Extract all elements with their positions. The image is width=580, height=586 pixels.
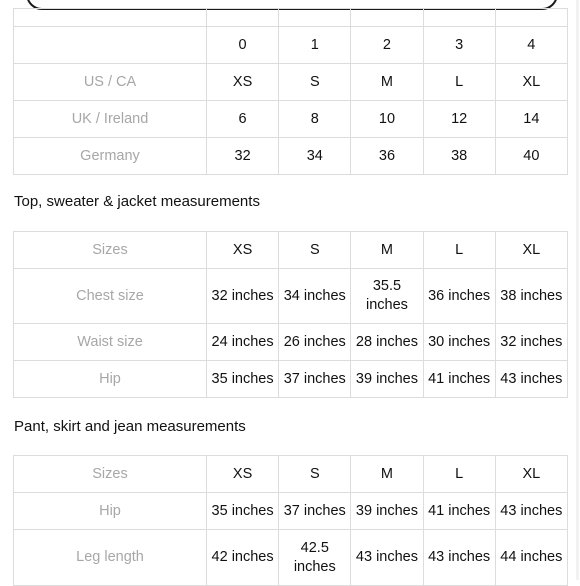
row-label: Hip [14,361,207,398]
header-cell: M [351,456,423,493]
table-cell: 10 [351,101,423,138]
table-cell: 14 [495,101,567,138]
top-measurements-heading: Top, sweater & jacket measurements [14,193,260,210]
row-label: Hip [14,493,207,530]
table-cell: 28 inches [351,324,423,361]
header-cell: XS [207,232,279,269]
table-cell: XS [207,64,279,101]
table-cell: 32 inches [207,269,279,324]
header-cell: L [423,456,495,493]
table-cell: 36 inches [423,269,495,324]
top-measurements-table [13,231,568,398]
header-cell: 2 [351,27,423,64]
pant-measurements-heading: Pant, skirt and jean measurements [14,418,246,435]
table-row [14,138,568,175]
header-cell: L [423,232,495,269]
header-cell: 0 [207,27,279,64]
table-cell: S [279,64,351,101]
table-cell: 44 inches [495,530,567,586]
row-label: Waist size [14,324,207,361]
table-cell: XL [495,64,567,101]
table-row [14,101,568,138]
header-cell: XS [207,456,279,493]
table-cell: 43 inches [351,530,423,586]
header-cell: Sizes [14,456,207,493]
table-header-row [14,27,568,64]
size-conversion-table [13,8,568,175]
table-cell: 36 [351,138,423,175]
table-header-row [14,456,568,493]
table-cell: 34 [279,138,351,175]
header-cell: XL [495,232,567,269]
header-cell: M [351,232,423,269]
table-row [14,269,568,324]
table-cell: 35 inches [207,361,279,398]
header-cell: S [279,232,351,269]
header-cell: XL [495,456,567,493]
table-cell: 41 inches [423,493,495,530]
table-cell: 12 [423,101,495,138]
row-label: UK / Ireland [14,101,207,138]
header-cell: S [279,456,351,493]
header-cell: Sizes [14,232,207,269]
row-label: US / CA [14,64,207,101]
table-row [14,361,568,398]
table-cell: L [423,64,495,101]
table-cell: 30 inches [423,324,495,361]
table-cell: 43 inches [423,530,495,586]
header-cell: 1 [279,27,351,64]
table-row [14,324,568,361]
table-cell: 35.5 inches [351,269,423,324]
table-cell: 32 inches [495,324,567,361]
table-cell: 38 inches [495,269,567,324]
table-cell: 34 inches [279,269,351,324]
row-label: Germany [14,138,207,175]
table-cell: 8 [279,101,351,138]
table-row [14,493,568,530]
header-cell [14,27,207,64]
pant-measurements-table [13,455,568,586]
row-label: Chest size [14,269,207,324]
table-cell: 39 inches [351,361,423,398]
table-cell: 41 inches [423,361,495,398]
table-row [14,530,568,586]
table-cell: 35 inches [207,493,279,530]
header-cell: 3 [423,27,495,64]
table-cell: 38 [423,138,495,175]
row-label: Leg length [14,530,207,586]
table-cell: 37 inches [279,493,351,530]
table-header-row [14,232,568,269]
table-cell: 37 inches [279,361,351,398]
table-row [14,9,568,27]
header-cell: 4 [495,27,567,64]
table-cell: 39 inches [351,493,423,530]
table-cell: 24 inches [207,324,279,361]
table-cell: 42 inches [207,530,279,586]
table-row [14,64,568,101]
table-cell: M [351,64,423,101]
table-cell: 43 inches [495,361,567,398]
table-cell: 6 [207,101,279,138]
table-cell: 26 inches [279,324,351,361]
table-cell: 42.5 inches [279,530,351,586]
table-cell: 43 inches [495,493,567,530]
scrollbar[interactable] [576,0,579,580]
table-cell: 32 [207,138,279,175]
table-cell: 40 [495,138,567,175]
